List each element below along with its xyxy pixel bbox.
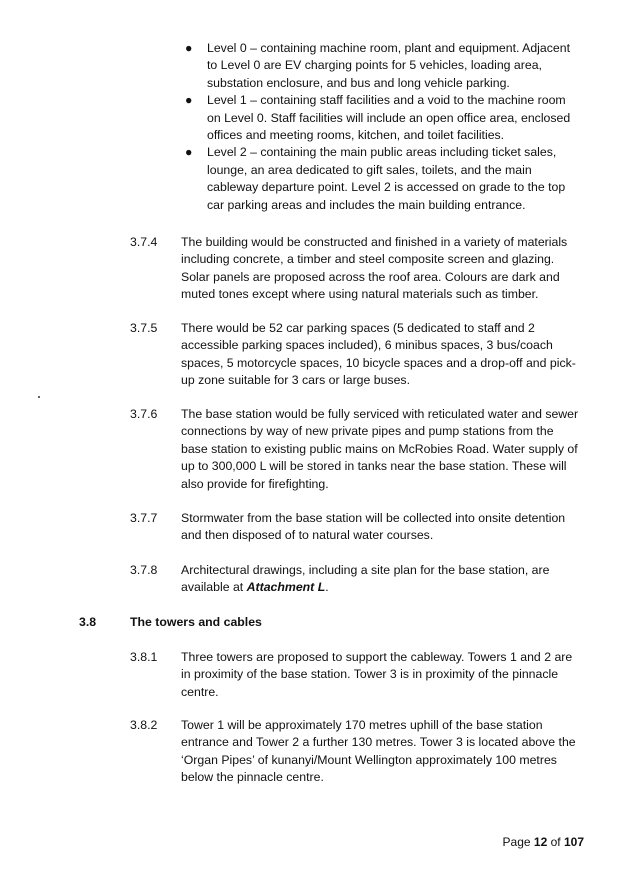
paragraph-number: 3.7.4: [130, 235, 158, 249]
page-number: [503, 834, 584, 851]
bullet-text: Level 1 – containing staff facilities and a void to the machine room on Level 0. Staff facilities will include an open office area, enclosed offices and meeting rooms, kitchen, and toilet facilities.: [207, 93, 571, 143]
bullet-item: [181, 92, 579, 144]
bullet-text: Level 0 – containing machine room, plant and equipment. Adjacent to Level 0 are EV charging points for 5 vehicles, loading area, substation enclosure, and bus and long vehicle parking.: [207, 41, 570, 90]
bullet-text: Level 2 – containing the main public areas including ticket sales, lounge, an area dedicated to gift sales, toilets, and the main cableway departure point. Level 2 is accessed on grade to the top car parking areas and includes the main building entrance.: [207, 145, 566, 212]
paragraph-number: 3.7.6: [130, 407, 158, 421]
page-current: 12: [533, 835, 548, 849]
attachment-reference: Attachment L: [246, 580, 326, 595]
paragraph-text: The building would be constructed and finished in a variety of materials including concrete, a timber and steel composite screen and glazing. Solar panels are proposed across the roof area. Colours are dark and muted tones except where using natural materials such as timber.: [181, 235, 568, 302]
paragraph-number: 3.7.7: [130, 511, 158, 525]
bullet-dot-icon: ●: [185, 93, 193, 108]
paragraph-text: [181, 562, 579, 597]
bullet-item: [181, 40, 579, 92]
page-total: 107: [563, 835, 584, 849]
paragraph-text: Stormwater from the base station will be collected into onsite detention and then disposed of to natural water courses.: [181, 511, 566, 543]
bullet-dot-icon: ●: [185, 145, 193, 160]
paragraph-text: The base station would be fully serviced with reticulated water and sewer connections by way of new private pipes and pump stations from the base station to existing public mains on McRobies Road. Water supply of up to 300,000 L will be stored in tanks near the base station. These will also provide for firefighting.: [181, 407, 579, 491]
bullet-dot-icon: ●: [185, 41, 193, 55]
paragraph-text: Tower 1 will be approximately 170 metres uphill of the base station entrance and Tower 2 a further 130 metres. Tower 3 is located above the ‘Organ Pipes’ of kunanyi/Mount Wellington approximately 100 metres below the pinnacle centre.: [181, 718, 576, 785]
paragraph-text-body: Architectural drawings, including a site plan for the base station, are available at: [181, 563, 550, 595]
section-number: 3.8: [79, 615, 97, 629]
paragraph-number: 3.7.5: [130, 321, 158, 335]
page-of: of: [550, 835, 561, 849]
paragraph-number: 3.7.8: [130, 563, 158, 577]
section-heading: The towers and cables: [130, 615, 262, 629]
page-prefix: Page: [502, 835, 531, 849]
level-bullet-list: [181, 40, 579, 214]
paragraph-text-suffix: .: [325, 580, 329, 595]
bullet-item: [181, 144, 579, 214]
paragraph-number: 3.8.1: [130, 650, 158, 664]
paragraph-text: Three towers are proposed to support the cableway. Towers 1 and 2 are in proximity of the base station. Tower 3 is in proximity of the pinnacle centre.: [181, 650, 573, 699]
paragraph-text: There would be 52 car parking spaces (5 dedicated to staff and 2 accessible parking spaces included), 6 minibus spaces, 3 bus/coach spaces, 5 motorcycle spaces, 10 bicycle spaces and a drop-off and pick-up zone suitable for 3 cars or large buses.: [181, 321, 576, 388]
stray-mark: [38, 396, 40, 398]
paragraph-number: 3.8.2: [130, 718, 158, 732]
